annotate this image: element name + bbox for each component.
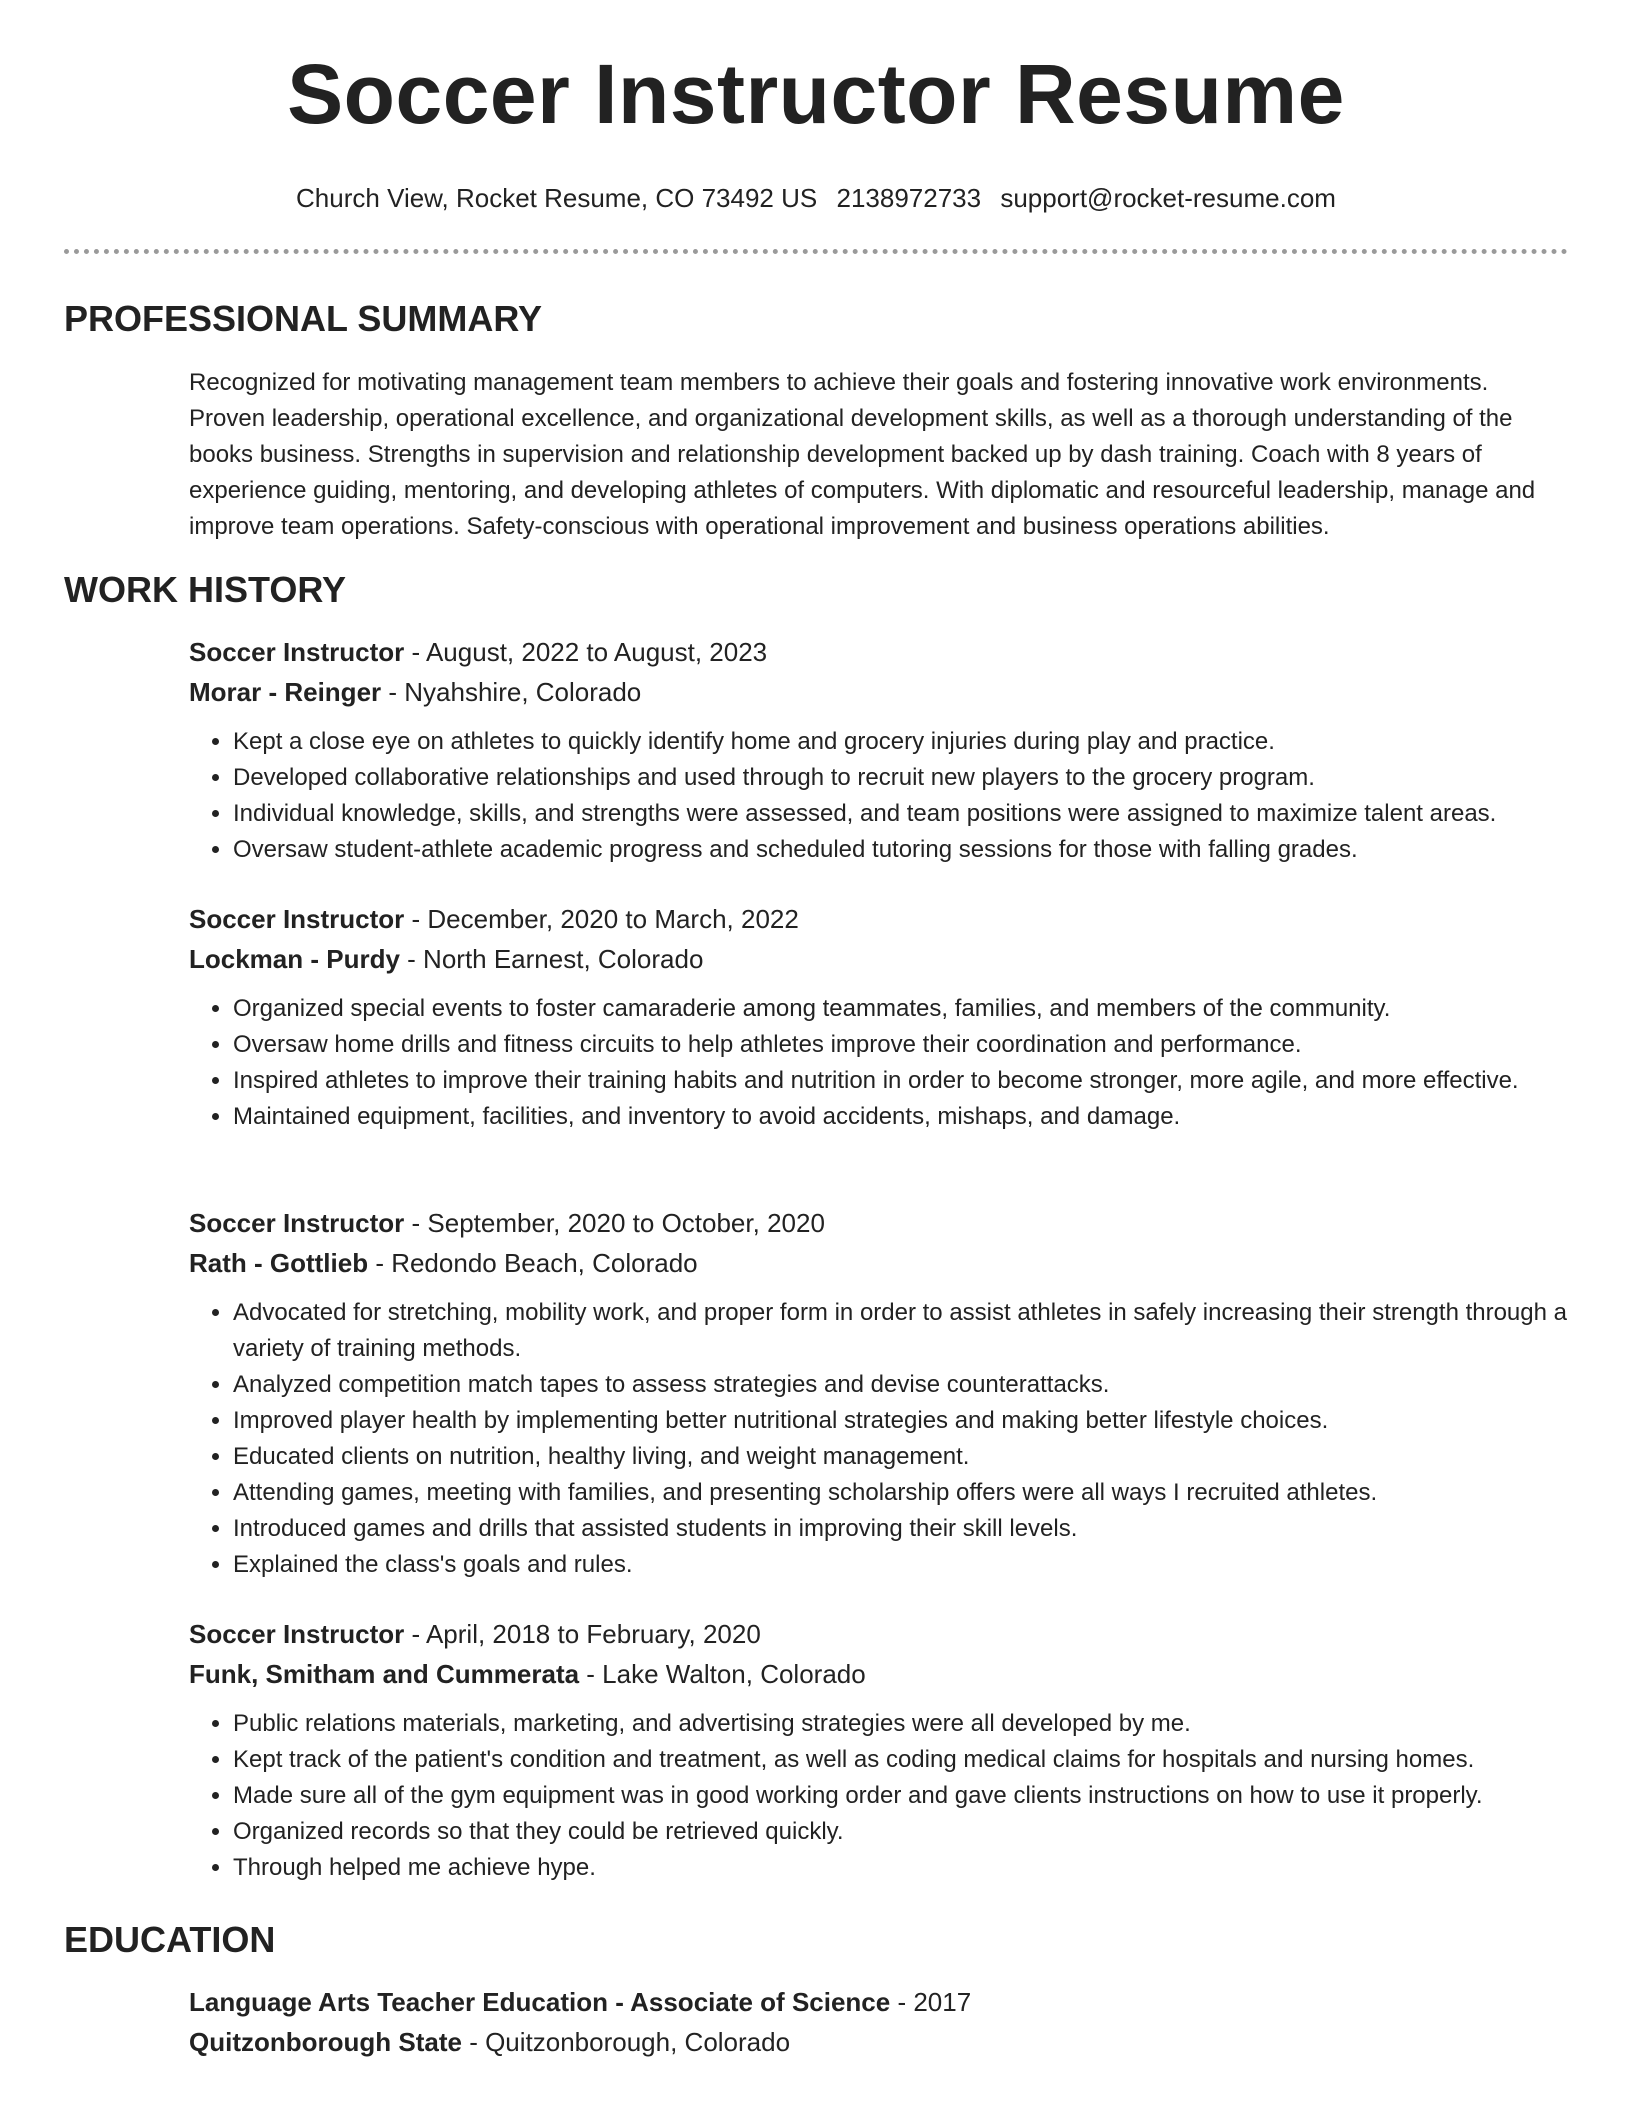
job-bullet: • Oversaw student-athlete academic progress and scheduled tutoring sessions for those with falling grades. (233, 832, 1568, 868)
summary-text: Recognized for motivating management team members to achieve their goals and fostering innovative work environments. Proven leadership, operational excellence, and organizational development skills, as well as a thorough understanding of the books business. Strengths in supervision and relationship development backed up by dash training. Coach with 8 years of experience guiding, mentoring, and developing athletes of computers. With diplomatic and resourceful leadership, manage and improve team operations. Safety-conscious with operational improvement and business operations abilities. (189, 369, 1536, 540)
job-bullets (189, 1295, 1568, 1583)
education-entry (189, 1982, 1568, 2062)
job-entry (189, 1203, 1568, 1583)
job-dates: - September, 2020 to October, 2020 (404, 1208, 825, 1238)
job-bullet: • Kept a close eye on athletes to quickly identify home and grocery injuries during play and practice. (233, 724, 1568, 760)
job-dates: - December, 2020 to March, 2022 (404, 904, 799, 934)
job-company: Morar - Reinger (189, 677, 382, 707)
job-role: Soccer Instructor (189, 1208, 405, 1238)
job-bullet: • Organized records so that they could be retrieved quickly. (233, 1814, 1568, 1850)
job-location: - Nyahshire, Colorado (381, 677, 642, 707)
education-heading: EDUCATION (64, 1919, 276, 1960)
job-company: Rath - Gottlieb (189, 1248, 369, 1278)
job-role: Soccer Instructor (189, 637, 405, 667)
job-bullets (189, 1706, 1568, 1886)
job-role: Soccer Instructor (189, 904, 405, 934)
job-location: - Redondo Beach, Colorado (368, 1248, 698, 1278)
job-company-line (189, 1654, 1568, 1694)
job-role: Soccer Instructor (189, 1619, 405, 1649)
job-bullet: • Educated clients on nutrition, healthy living, and weight management. (233, 1439, 1568, 1475)
job-bullets (189, 724, 1568, 868)
job-bullet: • Through helped me achieve hype. (233, 1850, 1568, 1886)
job-bullet: • Organized special events to foster camaraderie among teammates, families, and members of the community. (233, 991, 1568, 1027)
contact-address: Church View, Rocket Resume, CO 73492 US (296, 183, 818, 213)
contact-phone[interactable]: 2138972733 (836, 183, 982, 213)
job-company: Lockman - Purdy (189, 944, 400, 974)
job-bullet: • Introduced games and drills that assisted students in improving their skill levels. (233, 1511, 1568, 1547)
education-degree-line (189, 1982, 1568, 2022)
job-role-line (189, 632, 1568, 672)
education-degree: Language Arts Teacher Education - Associate of Science (189, 1987, 891, 2017)
job-bullet: • Inspired athletes to improve their training habits and nutrition in order to become stronger, more agile, and more effective. (233, 1063, 1568, 1099)
job-dates: - April, 2018 to February, 2020 (404, 1619, 761, 1649)
job-dates: - August, 2022 to August, 2023 (404, 637, 768, 667)
header-divider (64, 249, 1568, 254)
contact-line (0, 183, 1632, 214)
job-bullet: • Improved player health by implementing better nutritional strategies and making better lifestyle choices. (233, 1403, 1568, 1439)
job-bullet: • Attending games, meeting with families, and presenting scholarship offers were all ways I recruited athletes. (233, 1475, 1568, 1511)
job-bullets (189, 991, 1568, 1135)
job-bullet: • Individual knowledge, skills, and strengths were assessed, and team positions were assigned to maximize talent areas. (233, 796, 1568, 832)
job-location: - North Earnest, Colorado (399, 944, 704, 974)
job-entry (189, 632, 1568, 868)
job-entry (189, 1614, 1568, 1886)
job-bullet: • Explained the class's goals and rules. (233, 1547, 1568, 1583)
job-bullet: • Analyzed competition match tapes to assess strategies and devise counterattacks. (233, 1367, 1568, 1403)
education-location: - Quitzonborough, Colorado (461, 2027, 791, 2057)
job-role-line (189, 899, 1568, 939)
education-year: - 2017 (890, 1987, 972, 2017)
job-bullet: • Maintained equipment, facilities, and inventory to avoid accidents, mishaps, and damage. (233, 1099, 1568, 1135)
job-location: - Lake Walton, Colorado (579, 1659, 866, 1689)
job-bullet: • Oversaw home drills and fitness circuits to help athletes improve their coordination and performance. (233, 1027, 1568, 1063)
job-bullet: • Kept track of the patient's condition and treatment, as well as coding medical claims for hospitals and nursing homes. (233, 1742, 1568, 1778)
job-bullet: • Advocated for stretching, mobility work, and proper form in order to assist athletes in safely increasing their strength through a variety of training methods. (233, 1295, 1568, 1367)
work-history-heading: WORK HISTORY (64, 569, 347, 610)
job-role-line (189, 1614, 1568, 1654)
job-role-line (189, 1203, 1568, 1243)
job-company: Funk, Smitham and Cummerata (189, 1659, 580, 1689)
job-bullet: • Public relations materials, marketing, and advertising strategies were all developed by me. (233, 1706, 1568, 1742)
job-bullet: • Made sure all of the gym equipment was in good working order and gave clients instructions on how to use it properly. (233, 1778, 1568, 1814)
job-entry (189, 899, 1568, 1135)
job-company-line (189, 939, 1568, 979)
contact-email[interactable]: support@rocket-resume.com (1000, 183, 1336, 213)
job-company-line (189, 1243, 1568, 1283)
education-school-line (189, 2022, 1568, 2062)
education-school: Quitzonborough State (189, 2027, 462, 2057)
job-company-line (189, 672, 1568, 712)
resume-title: Soccer Instructor Resume (287, 47, 1345, 141)
job-bullet: • Developed collaborative relationships and used through to recruit new players to the grocery program. (233, 760, 1568, 796)
summary-heading: PROFESSIONAL SUMMARY (64, 298, 543, 339)
